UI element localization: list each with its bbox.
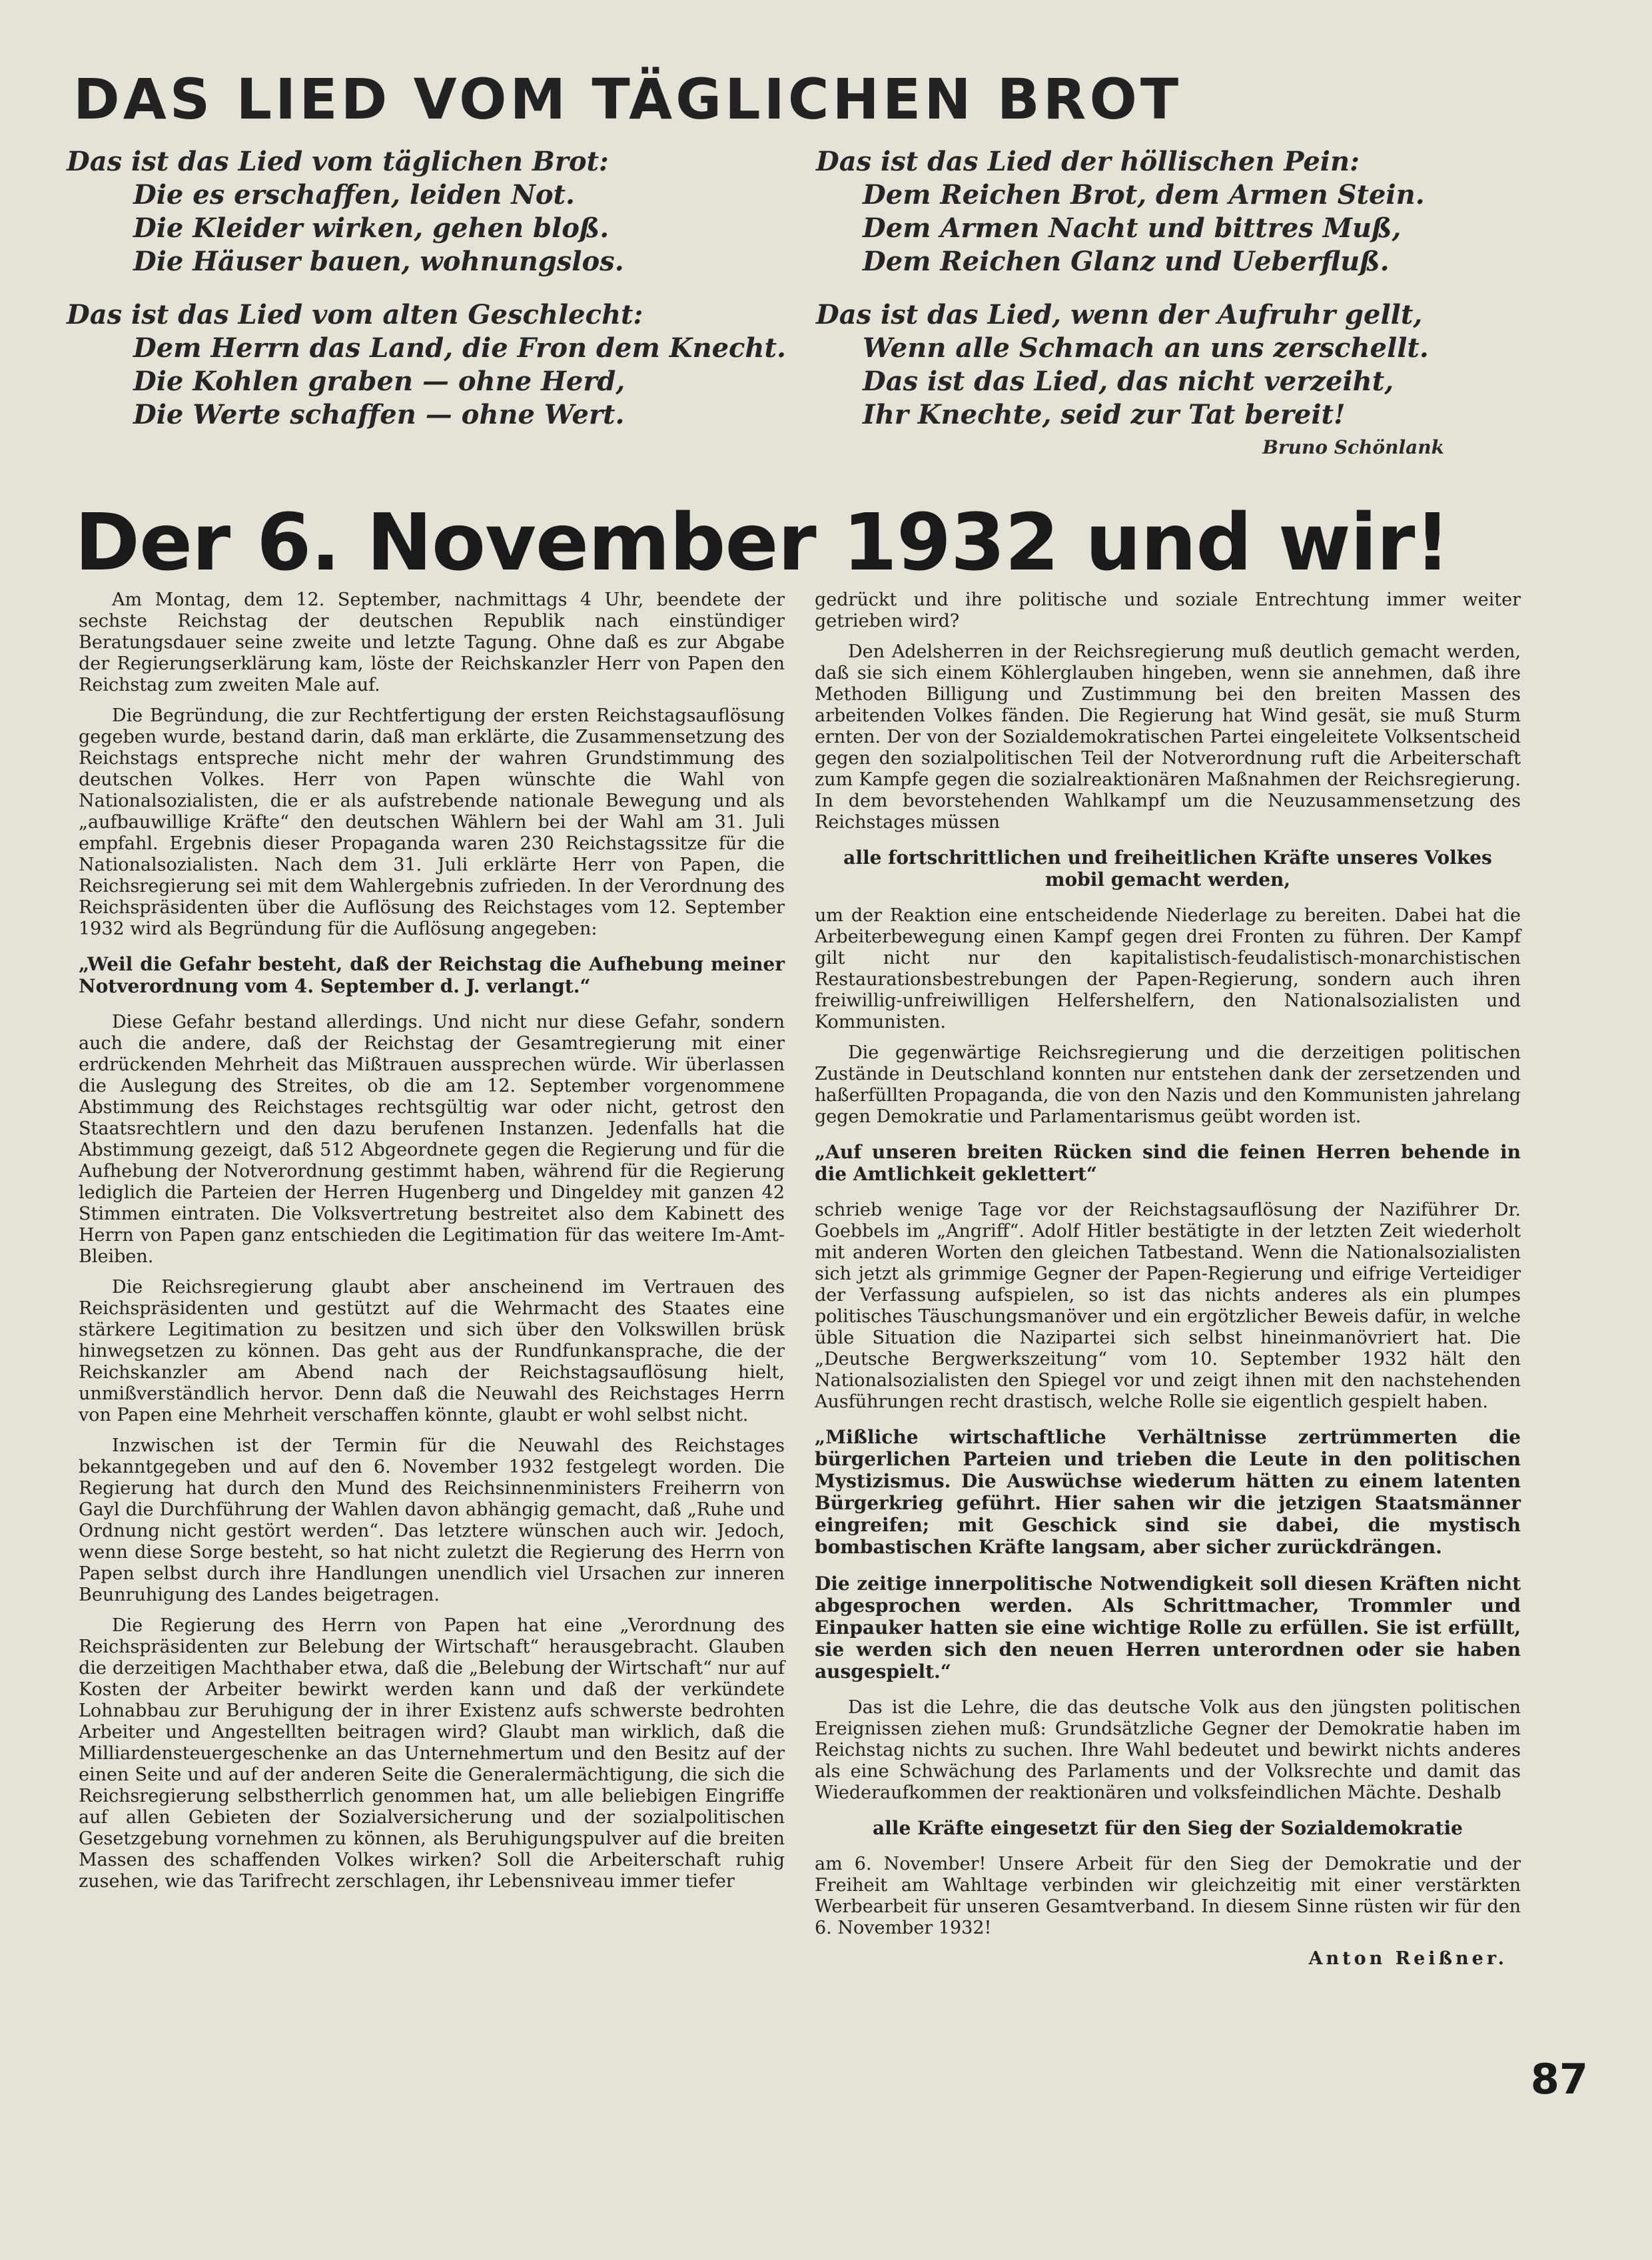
article-paragraph: Die Reichsregierung glaubt aber anscheinend im Vertrauen des Reichspräsidenten und gestützt auf die Wehrmacht des Staates eine stärkere Legitimation zu besitzen und sich über den Volkswillen brüsk hinwegsetzen zu können. Das geht aus der Rundfunkansprache, die der Reichskanzler am Abend nach der Reichstagsauflösung hielt, unmißverständlich hervor. Denn daß die Neuwahl des Reichstages Herrn von Papen eine Mehrheit verschaffen könnte, glaubt er wohl selbst nicht. bbox=[79, 1277, 785, 1425]
article-quote: „Auf unseren breiten Rücken sind die feinen Herren behende in die Amtlichkeit geklettert“ bbox=[815, 1141, 1521, 1185]
poem-line: Die es erschaffen, leiden Not. bbox=[133, 179, 575, 210]
poem-line: Das ist das Lied, das nicht verzeiht, bbox=[863, 366, 1394, 397]
poem-line: Dem Armen Nacht und bittres Muß, bbox=[863, 212, 1402, 244]
article-author: Anton Reißner. bbox=[1308, 1948, 1507, 1969]
article-paragraph: gedrückt und ihre politische und soziale Entrechtung immer weiter getrieben wird? bbox=[815, 589, 1521, 631]
article-paragraph: schrieb wenige Tage vor der Reichstagsauflösung der Naziführer Dr. Goebbels im „Angriff“. Adolf Hitler bestätigte in der letzten Zeit wiederholt mit anderen Worten den gleichen Tatbestand. Wenn die Nationalsozialisten sich jetzt als grimmige Gegner der Papen-Regierung und eifrige Verteidiger der Verfassung aufspielen, so ist das nichts anderes als ein plumpes politisches Täuschungsmanöver und ein ergötzlicher Beweis dafür, in welche üble Situation die Nazipartei sich selbst hineinmanövriert hat. Die „Deutsche Bergwerkszeitung“ vom 10. September 1932 hält den Nationalsozialisten den Spiegel vor und zeigt ihnen mit den nachstehenden Ausführungen recht drastisch, welche Rolle sie eigentlich gespielt haben. bbox=[815, 1200, 1521, 1412]
poem-line: Dem Reichen Glanz und Ueberfluß. bbox=[863, 246, 1390, 277]
article-paragraph: Das ist die Lehre, die das deutsche Volk aus den jüngsten politischen Ereignissen ziehen muß: Grundsätzliche Gegner der Demokratie haben im Reichstag nichts zu suchen. Ihre Wahl bedeutet und bewirkt nichts anderes als eine Schwächung des Parlaments und der Volksrechte und damit das Wiederaufkommen der reaktionären und volksfeindlichen Mächte. Deshalb bbox=[815, 1697, 1521, 1803]
article-paragraph: um der Reaktion eine entscheidende Niederlage zu bereiten. Dabei hat die Arbeiterbewegung einen Kampf gegen drei Fronten zu führen. Der Kampf gilt nicht nur den kapitalistisch-feudalistisch-monarchistischen Restaurationsbestrebungen der Papen-Regierung, sondern auch ihren freiwillig-unfreiwilligen Helfershelfern, den Nationalsozialisten und Kommunisten. bbox=[815, 905, 1521, 1032]
poem-stanza-2 bbox=[816, 145, 1425, 278]
poem-title: DAS LIED VOM TÄGLICHEN BROT bbox=[73, 67, 1182, 132]
article-column-left bbox=[79, 589, 785, 1902]
poem-stanza-3 bbox=[67, 298, 786, 432]
article-paragraph: Am Montag, dem 12. September, nachmittags 4 Uhr, beendete der sechste Reichstag der deutschen Republik nach einstündiger Beratungsdauer seine zweite und letzte Tagung. Ohne daß es zur Abgabe der Regierungserklärung kam, löste der Reichskanzler Herr von Papen den Reichstag zum zweiten Male auf. bbox=[79, 589, 785, 695]
poem-line: Dem Herrn das Land, die Fron dem Knecht. bbox=[133, 332, 786, 364]
poem-line: Die Kleider wirken, gehen bloß. bbox=[133, 212, 610, 244]
article-quote: Die zeitige innerpolitische Notwendigkeit soll diesen Kräften nicht abgesprochen werden. Als Schrittmacher, Trommler und Einpauker hatten sie eine wichtige Rolle zu erfüllen. Sie ist erfüllt, sie werden sich den neuen Herren unterordnen oder sie haben ausgespielt.“ bbox=[815, 1573, 1521, 1683]
article-paragraph: Die Regierung des Herrn von Papen hat eine „Verordnung des Reichspräsidenten zur Belebung der Wirtschaft“ herausgebracht. Glauben die derzeitigen Machthaber etwa, daß die „Belebung der Wirtschaft“ nur auf Kosten der Arbeiter bewirkt werden kann und daß der verkündete Lohnabbau zur Beruhigung der in ihrer Existenz aufs schwerste bedrohten Arbeiter und Angestellten beitragen wird? Glaubt man wirklich, daß die Milliardensteuergeschenke an das Unternehmertum und den Besitz auf der einen Seite und auf der anderen Seite die Generalermächtigung, die sich die Reichsregierung selbstherrlich genommen hat, um alle beliebigen Eingriffe auf allen Gebieten der Sozialversicherung und der sozialpolitischen Gesetzgebung vornehmen zu können, als Beruhigungspulver auf die breiten Massen des schaffenden Volkes wirken? Soll die Arbeiterschaft ruhig zusehen, wie das Tarifrecht zerschlagen, ihr Lebensniveau immer tiefer bbox=[79, 1615, 785, 1892]
poem-stanza-1 bbox=[67, 145, 624, 278]
poem-line: Die Häuser bauen, wohnungslos. bbox=[133, 246, 624, 277]
poem-line: Die Kohlen graben — ohne Herd, bbox=[133, 366, 625, 397]
poem-line: Das ist das Lied der höllischen Pein: bbox=[816, 146, 1360, 177]
poem-line: Ihr Knechte, seid zur Tat bereit! bbox=[863, 399, 1346, 430]
article-emphasis: alle Kräfte eingesetzt für den Sieg der Sozialdemokratie bbox=[873, 1817, 1463, 1839]
article-paragraph: am 6. November! Unsere Arbeit für den Sieg der Demokratie und der Freiheit am Wahltage verbinden wir gleichzeitig mit einer verstärkten Werbearbeit für unseren Gesamtverband. In diesem Sinne rüsten wir für den 6. November 1932! bbox=[815, 1854, 1521, 1938]
article-paragraph: Inzwischen ist der Termin für die Neuwahl des Reichstages bekanntgegeben und auf den 6. November 1932 festgelegt worden. Die Regierung hat durch den Mund des Reichsinnenministers Freiherrn von Gayl die Durchführung der Wahlen davon abhängig gemacht, daß „Ruhe und Ordnung nicht gestört werden“. Das letztere wünschen auch wir. Jedoch, wenn diese Sorge besteht, so hat nicht zuletzt die Regierung des Herrn von Papen selbst durch ihre Handlungen unendlich viel Ursachen zur inneren Beunruhigung des Landes beigetragen. bbox=[79, 1435, 785, 1605]
poem-line: Dem Reichen Brot, dem Armen Stein. bbox=[863, 179, 1425, 210]
article-paragraph: Den Adelsherren in der Reichsregierung muß deutlich gemacht werden, daß sie sich einem Köhlerglauben hingeben, wenn sie annehmen, daß ihre Methoden Billigung und Zustimmung bei den breiten Massen des arbeitenden Volkes fänden. Die Regierung hat Wind gesät, sie muß Sturm ernten. Der von der Sozialdemokratischen Partei eingeleitete Volksentscheid gegen den sozialpolitischen Teil der Notverordnung ruft die Arbeiterschaft zum Kampfe gegen die sozialreaktionären Maßnahmen der Reichsregierung. In dem bevorstehenden Wahlkampf um die Neuzusammensetzung des Reichstages müssen bbox=[815, 641, 1521, 833]
article-quote: „Weil die Gefahr besteht, daß der Reichstag die Aufhebung meiner Notverordnung vom 4. September d. J. verlangt.“ bbox=[79, 953, 785, 997]
article-quote: „Mißliche wirtschaftliche Verhältnisse zertrümmerten die bürgerlichen Parteien und trieben die Leute in den politischen Mystizismus. Die Auswüchse wiederum hätten zu einem latenten Bürgerkrieg geführt. Hier sahen wir die jetzigen Staatsmänner eingreifen; mit Geschick sind sie dabei, die mystisch bombastischen Kräfte langsam, aber sicher zurückdrängen. bbox=[815, 1426, 1521, 1558]
poem-line: Die Werte schaffen — ohne Wert. bbox=[133, 399, 625, 430]
poem-stanza-4 bbox=[816, 298, 1429, 432]
poem-author: Bruno Schönlank bbox=[1262, 436, 1444, 458]
poem-line: Wenn alle Schmach an uns zerschellt. bbox=[863, 332, 1429, 364]
poem-line: Das ist das Lied vom täglichen Brot: bbox=[67, 146, 609, 177]
article-headline: Der 6. November 1932 und wir! bbox=[75, 496, 1450, 588]
page-number: 87 bbox=[1530, 2055, 1588, 2103]
article-paragraph: Die gegenwärtige Reichsregierung und die derzeitigen politischen Zustände in Deutschland konnten nur entstehen dank der zersetzenden und haßerfüllten Propaganda, die von den Nazis und den Kommunisten jahrelang gegen Demokratie und Parlamentarismus geübt worden ist. bbox=[815, 1042, 1521, 1127]
article-emphasis: alle fortschrittlichen und freiheitlichen Kräfte unseres Volkes mobil gemacht werden, bbox=[843, 847, 1492, 891]
article-paragraph: Die Begründung, die zur Rechtfertigung der ersten Reichstagsauflösung gegeben wurde, bestand darin, daß man erklärte, die Zusammensetzung des Reichstags entspreche nicht mehr der wahren Grundstimmung des deutschen Volkes. Herr von Papen wünschte die Wahl von Nationalsozialisten, die er als aufstrebende nationale Bewegung und als „aufbauwillige Kräfte“ den deutschen Wählern bei der Wahl am 31. Juli empfahl. Ergebnis dieser Propaganda waren 230 Reichstagssitze für die Nationalsozialisten. Nach dem 31. Juli erklärte Herr von Papen, die Reichsregierung sei mit dem Wahlergebnis zufrieden. In der Verordnung des Reichspräsidenten über die Auflösung des Reichstages vom 12. September 1932 wird als Begründung für die Auflösung angegeben: bbox=[79, 705, 785, 939]
poem-line: Das ist das Lied, wenn der Aufruhr gellt, bbox=[816, 299, 1423, 330]
article-paragraph: Diese Gefahr bestand allerdings. Und nicht nur diese Gefahr, sondern auch die andere, daß der Reichstag der Gesamtregierung mit einer erdrückenden Mehrheit das Mißtrauen aussprechen würde. Wir überlassen die Auslegung des Streites, ob die am 12. September vorgenommene Abstimmung des Reichstages rechtsgültig war oder nicht, getrost den Staatsrechtlern und den dazu berufenen Instanzen. Jedenfalls hat die Abstimmung gezeigt, daß 512 Abgeordnete gegen die Regierung und für die Aufhebung der Notverordnung gestimmt haben, während für die Regierung lediglich die Parteien der Herren Hugenberg und Dingeldey mit ganzen 42 Stimmen eintraten. Die Volksvertretung bestreitet also dem Kabinett des Herrn von Papen ganz entschieden die Legitimation für das weitere Im-Amt-Bleiben. bbox=[79, 1012, 785, 1267]
article-column-right bbox=[815, 589, 1521, 1979]
poem-line: Das ist das Lied vom alten Geschlecht: bbox=[67, 299, 643, 330]
